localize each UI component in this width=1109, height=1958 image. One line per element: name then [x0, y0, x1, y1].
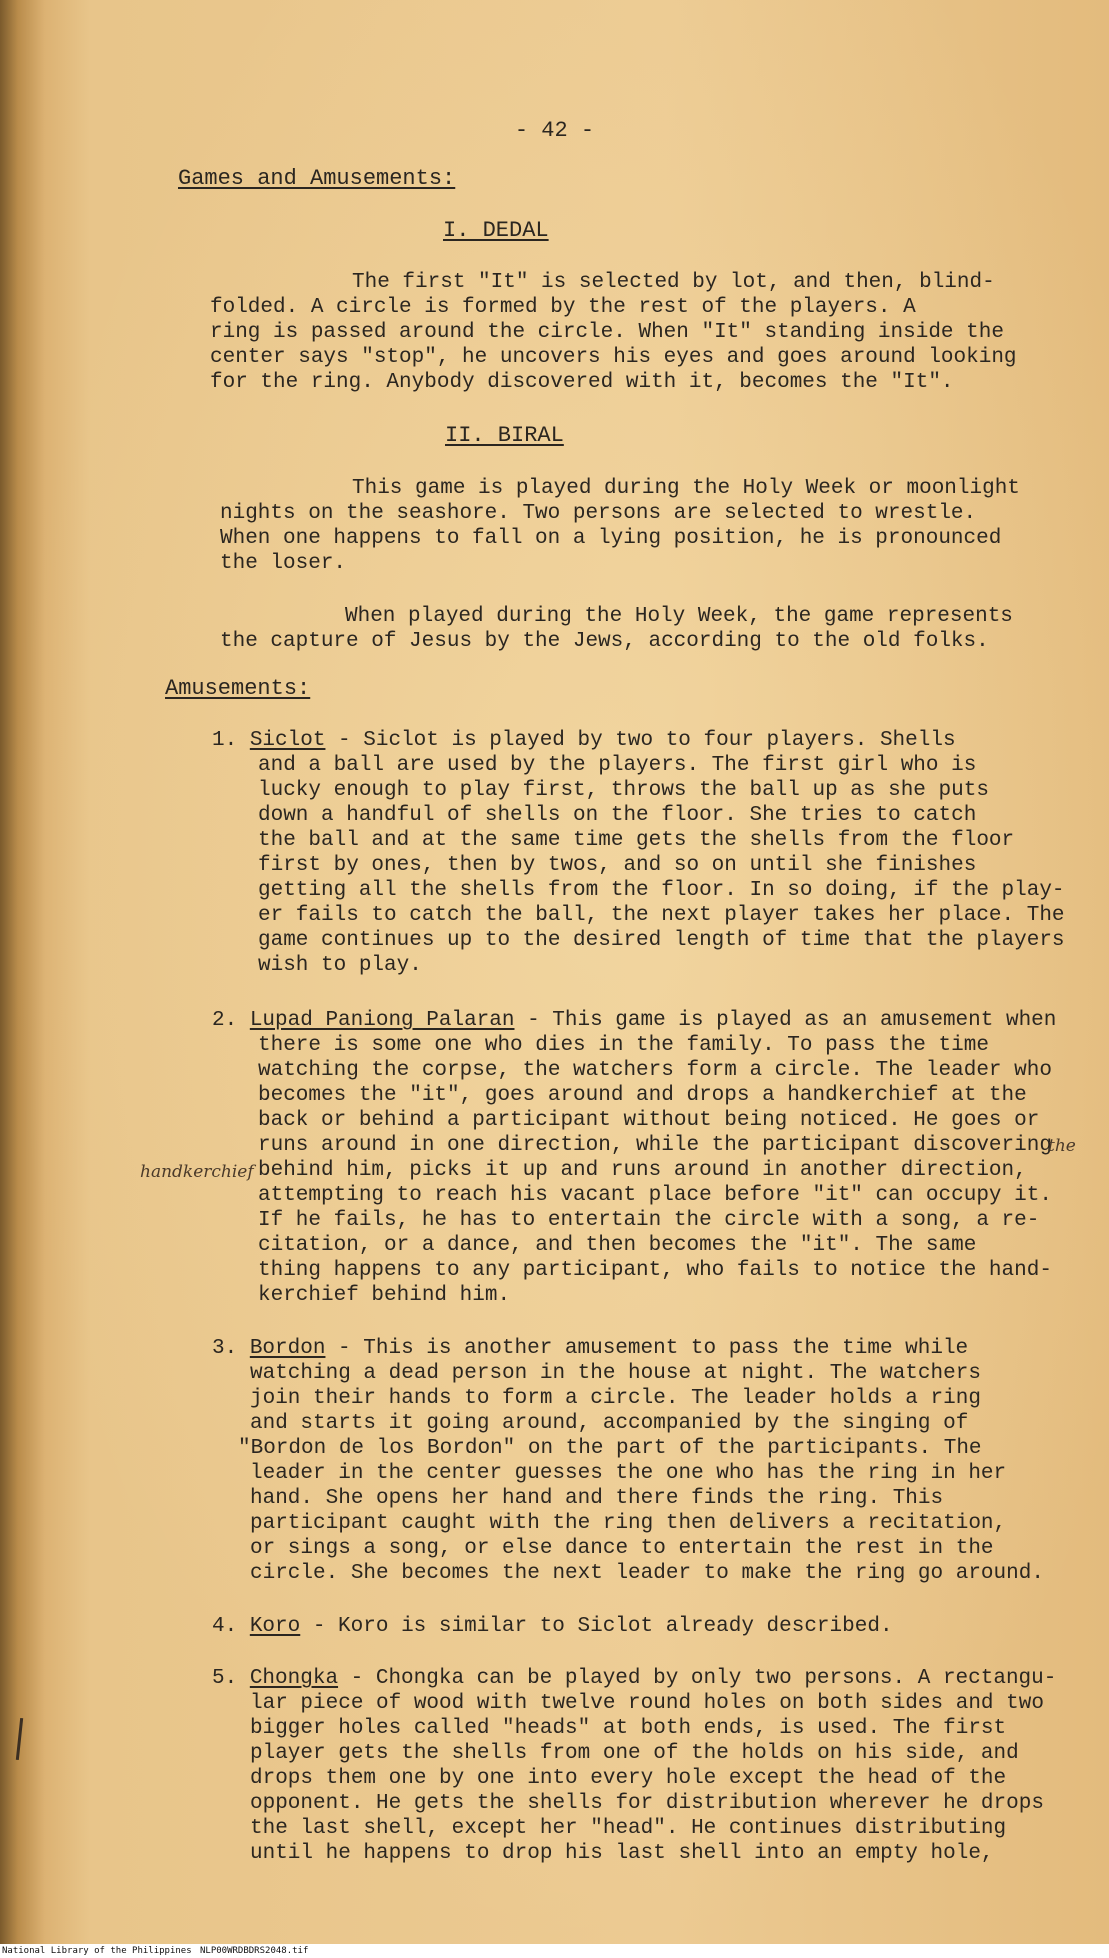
text-line: watching the corpse, the watchers form a circle. The leader who	[258, 1059, 1052, 1082]
item-name: Koro	[249, 1615, 301, 1638]
item-number: 3.	[212, 1337, 238, 1360]
text-line: The first "It" is selected by lot, and then, blind-	[352, 271, 995, 294]
item-number: 2.	[212, 1009, 238, 1032]
item-first-line	[212, 1338, 968, 1359]
text-line: ring is passed around the circle. When "It" standing inside the	[210, 321, 1004, 344]
text-line: citation, or a dance, and then becomes the "it". The same	[258, 1234, 977, 1257]
text-line: or sings a song, or else dance to entertain the rest in the	[250, 1537, 994, 1560]
item-text: - This is another amusement to pass the time while	[325, 1337, 969, 1360]
item-first-line	[212, 1668, 1056, 1689]
text-line: lucky enough to play first, throws the ball up as she puts	[258, 779, 989, 802]
text-line: leader in the center guesses the one who has the ring in her	[250, 1462, 1007, 1485]
text-line: the loser.	[220, 552, 347, 575]
handwritten-note-right: the	[1048, 1136, 1076, 1156]
text-line: and starts it going around, accompanied by the singing of	[250, 1412, 969, 1435]
text-line: back or behind a participant without being noticed. He goes or	[258, 1109, 1040, 1132]
text-line: behind him, picks it up and runs around in another direction,	[258, 1159, 1027, 1182]
text-line: join their hands to form a circle. The leader holds a ring	[250, 1387, 981, 1410]
text-line: opponent. He gets the shells for distribution wherever he drops	[250, 1792, 1044, 1815]
text-line: game continues up to the desired length of time that the players	[258, 929, 1065, 952]
text-line: runs around in one direction, while the participant discovering	[258, 1134, 1052, 1157]
text-line: hand. She opens her hand and there finds the ring. This	[250, 1487, 944, 1510]
item-text: - This game is played as an amusement when	[514, 1009, 1057, 1032]
text-line: the capture of Jesus by the Jews, according to the old folks.	[220, 630, 989, 653]
text-line: participant caught with the ring then delivers a recitation,	[250, 1512, 1007, 1535]
text-line: until he happens to drop his last shell into an empty hole,	[250, 1842, 994, 1865]
text-line: first by ones, then by twos, and so on until she finishes	[258, 854, 977, 877]
item-number: 4.	[212, 1615, 238, 1638]
text-line: attempting to reach his vacant place before "it" can occupy it.	[258, 1184, 1052, 1207]
text-line: getting all the shells from the floor. In so doing, if the play-	[258, 879, 1065, 902]
item-text: - Siclot is played by two to four players. Shells	[325, 729, 956, 752]
text-line: circle. She becomes the next leader to make the ring go around.	[250, 1562, 1044, 1585]
item-name: Lupad Paniong Palaran	[249, 1009, 515, 1032]
text-line: bigger holes called "heads" at both ends, is used. The first	[250, 1717, 1007, 1740]
handwritten-note-left: handkerchief	[140, 1162, 254, 1182]
text-line: When one happens to fall on a lying position, he is pronounced	[220, 527, 1002, 550]
text-line: the ball and at the same time gets the shells from the floor	[258, 829, 1015, 852]
text-line: becomes the "it", goes around and drops a handkerchief at the	[258, 1084, 1027, 1107]
text-line: This game is played during the Holy Week or moonlight	[352, 477, 1020, 500]
biral-title: II. BIRAL	[445, 423, 564, 448]
text-line: er fails to catch the ball, the next player takes her place. The	[258, 904, 1065, 927]
text-line: watching a dead person in the house at night. The watchers	[250, 1362, 981, 1385]
item-name: Siclot	[249, 729, 326, 752]
item-number: 1.	[212, 729, 238, 752]
scan-footer	[0, 1944, 1109, 1958]
text-line: thing happens to any participant, who fails to notice the hand-	[258, 1259, 1052, 1282]
section-heading-amusements: Amusements:	[165, 676, 311, 701]
text-line: If he fails, he has to entertain the circle with a song, a re-	[258, 1209, 1040, 1232]
footer-filename: NLP00WRDBDRS2048.tif	[200, 1946, 309, 1956]
item-text: - Koro is similar to Siclot already described.	[300, 1615, 893, 1638]
text-line: and a ball are used by the players. The first girl who is	[258, 754, 977, 777]
item-name: Chongka	[249, 1667, 339, 1690]
footer-source: National Library of the Philippines	[2, 1946, 192, 1956]
text-line: drops them one by one into every hole except the head of the	[250, 1767, 1007, 1790]
item-first-line	[212, 1616, 893, 1637]
text-line: When played during the Holy Week, the game represents	[345, 605, 1013, 628]
text-line: down a handful of shells on the floor. She tries to catch	[258, 804, 977, 827]
text-line: kerchief behind him.	[258, 1284, 511, 1307]
text-line: for the ring. Anybody discovered with it, becomes the "It".	[210, 371, 954, 394]
item-number: 5.	[212, 1667, 238, 1690]
item-name: Bordon	[249, 1337, 326, 1360]
text-line: the last shell, except her "head". He continues distributing	[250, 1817, 1007, 1840]
pen-mark	[16, 1718, 23, 1760]
item-first-line	[212, 1010, 1056, 1031]
text-line: wish to play.	[258, 954, 422, 977]
dedal-title: I. DEDAL	[443, 218, 549, 243]
text-line: lar piece of wood with twelve round holes on both sides and two	[250, 1692, 1044, 1715]
text-line: nights on the seashore. Two persons are selected to wrestle.	[220, 502, 977, 525]
text-line: center says "stop", he uncovers his eyes and goes around looking	[210, 346, 1017, 369]
text-line: there is some one who dies in the family. To pass the time	[258, 1034, 989, 1057]
section-heading-games: Games and Amusements:	[178, 166, 456, 191]
text-line: folded. A circle is formed by the rest of the players. A	[210, 296, 916, 319]
text-line: player gets the shells from one of the holds on his side, and	[250, 1742, 1019, 1765]
item-first-line	[212, 730, 956, 751]
item-text: - Chongka can be played by only two persons. A rectangu-	[338, 1667, 1057, 1690]
page-number: - 42 -	[514, 118, 595, 143]
text-line: "Bordon de los Bordon" on the part of the participants. The	[238, 1437, 982, 1460]
